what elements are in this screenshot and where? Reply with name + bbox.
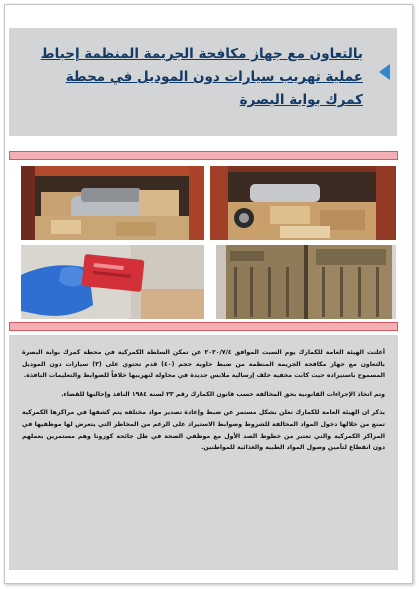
divider-bar-bottom — [9, 322, 398, 331]
divider-bar-top — [9, 151, 398, 160]
title-box — [9, 28, 397, 136]
photo-cargo-icon — [21, 166, 204, 240]
photo-glove-icon — [21, 245, 204, 319]
article-body — [9, 335, 398, 570]
photo-container-icon — [216, 245, 396, 319]
body-paragraph-1: أعلنت الهيئة العامة للكمارك يوم السبت الموافق ٢٠٢٠/٧/٤ عن تمكن السلطة الكمركية في محطة كمرك بوابة البصرة بالتعاون مع جهاز مكافحة الجريمة المنظمة من ضبط حاوية حجم (٤٠) قدم تحتوي على (٣) سيارات دون الموديل المسموح باستيراده حيث كانت مخفية خلف إرسالية ملابس جديدة في محاولة لتهريبها خلافاً للضوابط والتعليمات النافذة. — [22, 349, 386, 380]
body-paragraph-3: يذكر ان الهيئة العامة للكمارك تعلن بشكل مستمر عن ضبط وإعادة تصدير مواد مختلفة يتم كشفها في مراكزها الكمركية تمنع من خلالها دخول المواد المخالفة للشروط وضوابط الاستيراد على الرغم من المخاطر التي يتعرض لها موظفيها في المراكز الكمركية والتي تعتبر من خطوط الصد الأول مع موظفي الصحة في ظل جائحة كورونا وهم مستمرين بعملهم دون انقطاع لتأمين وصول المواد الطبية والغذائية للمواطنين. — [22, 409, 385, 452]
triangle-arrow-icon — [379, 64, 390, 80]
photo-container-cars-right — [210, 166, 396, 240]
photo-cargo-icon — [210, 166, 396, 240]
photo-container-cars-left — [21, 166, 204, 240]
body-paragraph-2: وتم اتخاذ الإجراءات القانونية بحق المخالفة حسب قانون الكمارك رقم ٢٣ لسنة ١٩٨٤ النافذ وإحالتها للقضاء. — [61, 390, 385, 398]
photo-container-doors — [216, 245, 396, 319]
photo-gloved-hand-inspection — [21, 245, 204, 319]
article-title: بالتعاون مع جهاز مكافحة الجريمة المنظمة إحباط عملية تهريب سيارات دون الموديل في محطة كمرك بوابة البصرة — [40, 46, 363, 108]
